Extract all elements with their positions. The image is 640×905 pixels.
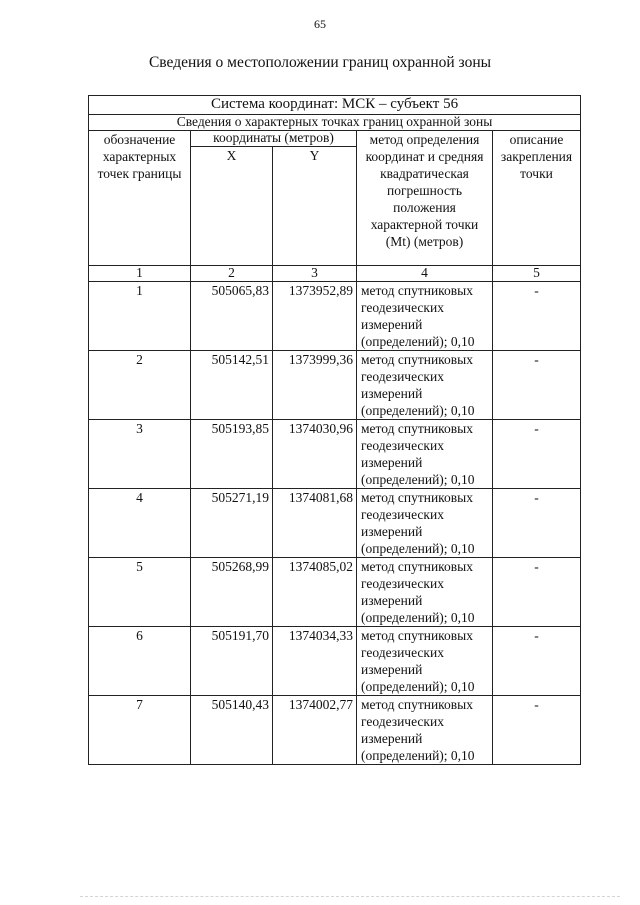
y-coordinate-cell: 1374034,33 — [273, 627, 357, 696]
point-number-cell: 4 — [89, 489, 191, 558]
table-row — [89, 420, 581, 489]
point-number-cell: 1 — [89, 282, 191, 351]
footer-scan-artifact — [80, 896, 620, 903]
point-number-cell: 6 — [89, 627, 191, 696]
header-row — [89, 131, 581, 147]
page-number: 65 — [314, 17, 326, 31]
description-cell: - — [493, 420, 581, 489]
header-method: метод определения координат и средняя квадратическая погрешность положения характерной точки (Mt) (метров) — [357, 131, 493, 266]
method-cell: метод спутниковых геодезических измерений (определений); 0,10 — [357, 282, 493, 351]
table-row — [89, 282, 581, 351]
method-cell: метод спутниковых геодезических измерений (определений); 0,10 — [357, 558, 493, 627]
y-coordinate-cell: 1374081,68 — [273, 489, 357, 558]
header-y: Y — [273, 147, 357, 266]
y-coordinate-cell: 1373999,36 — [273, 351, 357, 420]
x-coordinate-cell: 505191,70 — [191, 627, 273, 696]
description-cell: - — [493, 627, 581, 696]
column-number: 2 — [191, 266, 273, 282]
method-cell: метод спутниковых геодезических измерений (определений); 0,10 — [357, 696, 493, 765]
boundary-points-table — [88, 95, 581, 765]
x-coordinate-cell: 505193,85 — [191, 420, 273, 489]
x-coordinate-cell: 505140,43 — [191, 696, 273, 765]
column-number: 3 — [273, 266, 357, 282]
column-number: 4 — [357, 266, 493, 282]
point-number-cell: 3 — [89, 420, 191, 489]
coordinate-system-row — [89, 96, 581, 115]
column-number: 5 — [493, 266, 581, 282]
table-row — [89, 696, 581, 765]
column-number-row — [89, 266, 581, 282]
section-row — [89, 115, 581, 131]
description-cell: - — [493, 489, 581, 558]
header-coords: координаты (метров) — [191, 131, 357, 147]
y-coordinate-cell: 1374030,96 — [273, 420, 357, 489]
header-description: описание закрепления точки — [493, 131, 581, 266]
column-number: 1 — [89, 266, 191, 282]
table-row — [89, 351, 581, 420]
point-number-cell: 5 — [89, 558, 191, 627]
y-coordinate-cell: 1374085,02 — [273, 558, 357, 627]
point-number-cell: 2 — [89, 351, 191, 420]
y-coordinate-cell: 1373952,89 — [273, 282, 357, 351]
description-cell: - — [493, 282, 581, 351]
header-x: X — [191, 147, 273, 266]
method-cell: метод спутниковых геодезических измерений (определений); 0,10 — [357, 420, 493, 489]
x-coordinate-cell: 505268,99 — [191, 558, 273, 627]
page-title: Сведения о местоположении границ охранной зоны — [148, 54, 492, 71]
table-row — [89, 558, 581, 627]
table-row — [89, 489, 581, 558]
description-cell: - — [493, 558, 581, 627]
x-coordinate-cell: 505142,51 — [191, 351, 273, 420]
point-number-cell: 7 — [89, 696, 191, 765]
coordinate-system-label: Система координат: МСК – субъект 56 — [89, 96, 581, 115]
section-label: Сведения о характерных точках границ охранной зоны — [89, 115, 581, 131]
method-cell: метод спутниковых геодезических измерений (определений); 0,10 — [357, 351, 493, 420]
method-cell: метод спутниковых геодезических измерений (определений); 0,10 — [357, 489, 493, 558]
description-cell: - — [493, 696, 581, 765]
description-cell: - — [493, 351, 581, 420]
x-coordinate-cell: 505065,83 — [191, 282, 273, 351]
header-designation: обозначение характерных точек границы — [89, 131, 191, 266]
table-row — [89, 627, 581, 696]
x-coordinate-cell: 505271,19 — [191, 489, 273, 558]
method-cell: метод спутниковых геодезических измерений (определений); 0,10 — [357, 627, 493, 696]
y-coordinate-cell: 1374002,77 — [273, 696, 357, 765]
